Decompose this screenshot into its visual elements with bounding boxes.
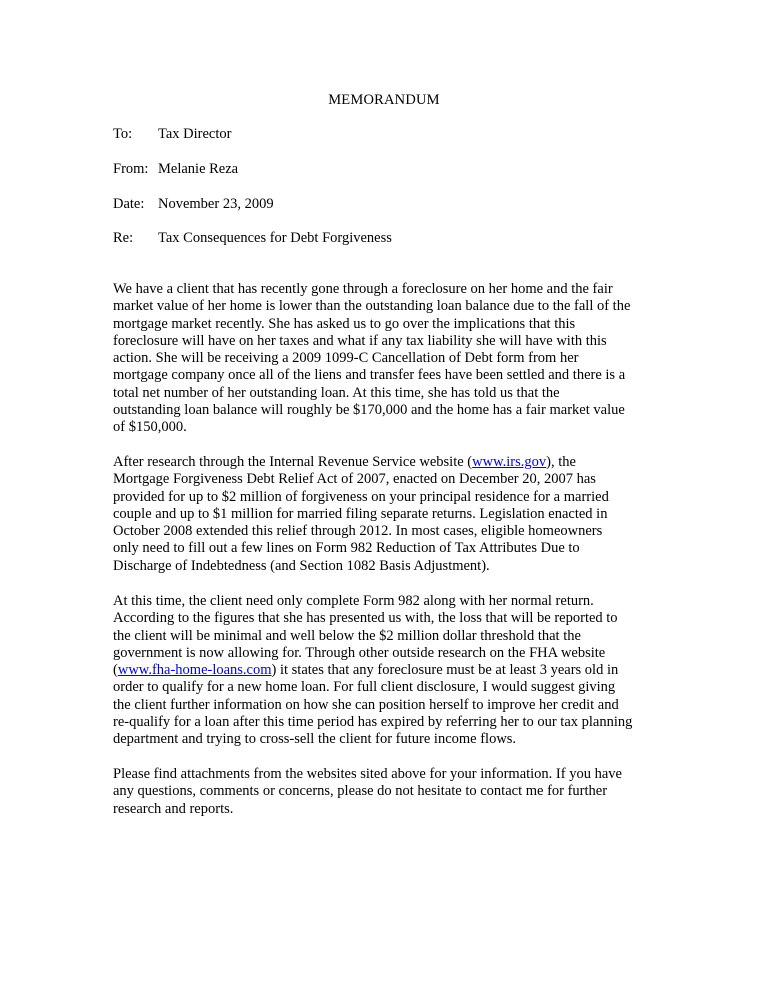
paragraph-line: the client further information on how she can position herself to improve her credit and (113, 696, 619, 713)
paragraph-line: of $150,000. (113, 419, 187, 436)
paragraph-line: couple and up to $1 million for married filing separate returns. Legislation enacted in (113, 505, 608, 522)
paragraph-line: Mortgage Forgiveness Debt Relief Act of 2007, enacted on December 20, 2007 has (113, 471, 596, 488)
date-value: November 23, 2009 (158, 196, 274, 212)
paragraph-line: mortgage company once all of the liens and transfer fees have been settled and there is a (113, 367, 626, 384)
fha-website-link[interactable]: www.fha-home-loans.com (117, 662, 272, 679)
to-value: Tax Director (158, 126, 232, 142)
paragraph-line: mortgage market recently. She has asked us to go over the implications that this (113, 315, 576, 332)
from-row (113, 161, 238, 178)
paragraph-line: We have a client that has recently gone through a foreclosure on her home and the fair (113, 281, 613, 297)
paragraph-line: outstanding loan balance will roughly be $170,000 and the home has a fair market value (113, 402, 625, 419)
paragraph-line: re-qualify for a loan after this time period has expired by referring her to our tax planning (113, 714, 633, 731)
paragraph-line: any questions, comments or concerns, please do not hesitate to contact me for further (113, 783, 608, 800)
paragraph-line: the client will be minimal and well below the $2 million dollar threshold that the (113, 627, 581, 644)
paragraph-line: According to the figures that she has presented us with, the loss that will be reported to (113, 610, 618, 627)
to-label: To: (113, 126, 133, 142)
text-segment: After research through the Internal Revenue Service website ( (113, 454, 473, 470)
paragraph-line: Discharge of Indebtedness (and Section 1082 Basis Adjustment). (113, 557, 490, 574)
from-value: Melanie Reza (158, 161, 239, 177)
subject-value: Tax Consequences for Debt Forgiveness (158, 230, 392, 246)
paragraph-line: foreclosure will have on her taxes and what if any tax liability she will have with this (113, 332, 607, 349)
irs-website-link[interactable]: www.irs.gov (472, 454, 547, 470)
paragraph-line: order to qualify for a new home loan. For full client disclosure, I would suggest giving (113, 679, 616, 696)
paragraph-line: October 2008 extended this relief through 2012. In most cases, eligible homeowners (113, 523, 603, 540)
paragraph-line: only need to fill out a few lines on Form 982 Reduction of Tax Attributes Due to (113, 540, 580, 557)
text-segment: ( (113, 662, 118, 679)
paragraph-irs-research (113, 454, 658, 575)
paragraph-line: provided for up to $2 million of forgiveness on your principal residence for a married (113, 488, 609, 505)
paragraph-line: research and reports. (113, 800, 234, 817)
text-segment: ), the (546, 454, 576, 470)
date-row (113, 196, 274, 213)
paragraph-line (113, 454, 658, 471)
subject-row (113, 230, 392, 247)
subject-label: Re: (113, 230, 134, 246)
paragraph-line (113, 662, 658, 679)
paragraph-client-situation (113, 281, 658, 437)
paragraph-line: Please find attachments from the websites sited above for your information. If you have (113, 766, 622, 782)
paragraph-line: At this time, the client need only complete Form 982 along with her normal return. (113, 593, 594, 609)
paragraph-line: market value of her home is lower than the outstanding loan balance due to the fall of the (113, 298, 631, 315)
memo-title: MEMORANDUM (328, 92, 440, 108)
paragraph-line: department and trying to cross-sell the client for future income flows. (113, 731, 517, 748)
date-label: Date: (113, 196, 145, 212)
paragraph-recommendation (113, 593, 658, 749)
paragraph-line: action. She will be receiving a 2009 1099-C Cancellation of Debt form from her (113, 350, 579, 367)
from-label: From: (113, 161, 149, 177)
to-row (113, 126, 231, 143)
paragraph-line: government is now allowing for. Through other outside research on the FHA website (113, 644, 606, 661)
paragraph-line: total net number of her outstanding loan. At this time, she has told us that the (113, 384, 560, 401)
paragraph-closing (113, 766, 658, 818)
text-segment: ) it states that any foreclosure must be at least 3 years old in (271, 662, 619, 679)
